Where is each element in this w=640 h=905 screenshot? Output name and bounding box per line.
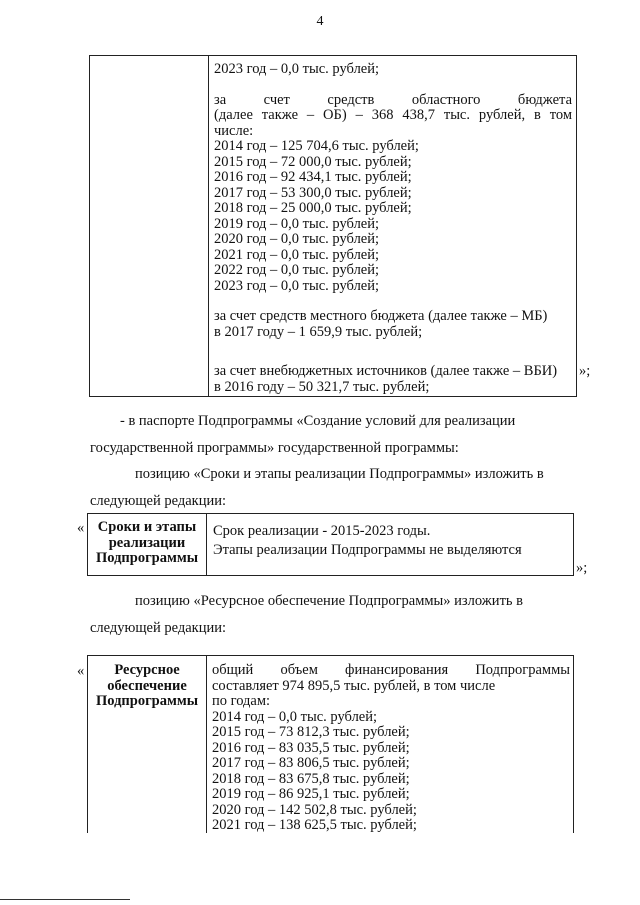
year-line: 2018 год – 83 675,8 тыс. рублей; <box>212 770 410 787</box>
vbi-cell <box>214 364 572 395</box>
timeline-content-cell <box>213 524 568 558</box>
content-line: Этапы реализации Подпрограммы не выделяются <box>213 541 522 558</box>
mb-line: за счет средств местного бюджета (далее также – МБ) <box>214 308 548 324</box>
label-line: Подпрограммы <box>95 550 199 566</box>
table-column-divider <box>206 656 207 833</box>
footnote-rule <box>0 899 130 900</box>
resource-content-cell <box>212 663 570 834</box>
paragraph-line: позицию «Ресурсное обеспечение Подпрограммы» изложить в <box>135 593 523 609</box>
ob-year-line: 2016 год – 92 434,1 тыс. рублей; <box>214 169 412 185</box>
ob-year-line: 2015 год – 72 000,0 тыс. рублей; <box>214 153 412 170</box>
ob-year-line: 2022 год – 0,0 тыс. рублей; <box>214 262 380 278</box>
funding-table-continuation <box>89 55 577 397</box>
ob-year-line: 2021 год – 0,0 тыс. рублей; <box>214 246 380 263</box>
funding-cell <box>214 62 572 340</box>
closing-quote: »; <box>576 560 588 576</box>
year-line: 2019 год – 86 925,1 тыс. рублей; <box>212 786 410 802</box>
content-line: общий объем финансирования Подпрограммы <box>212 662 570 678</box>
year-line: 2017 год – 83 806,5 тыс. рублей; <box>212 755 410 771</box>
ob-year-line: 2017 год – 53 300,0 тыс. рублей; <box>214 184 412 201</box>
ob-line: (далее также – ОБ) – 368 438,7 тыс. рублей, в том <box>214 107 572 123</box>
closing-quote: »; <box>579 363 591 379</box>
paragraph-line: следующей редакции: <box>90 620 227 636</box>
mb-line: в 2017 году – 1 659,9 тыс. рублей; <box>214 323 423 340</box>
label-line: обеспечение <box>107 677 187 694</box>
year-line: 2014 год – 0,0 тыс. рублей; <box>212 708 378 725</box>
label-line: реализации <box>108 534 186 551</box>
paragraph-line: - в паспорте Подпрограммы «Создание условий для реализации <box>120 413 516 429</box>
paragraph-line: позицию «Сроки и этапы реализации Подпрограммы» изложить в <box>135 466 544 482</box>
content-line: по годам: <box>212 693 271 709</box>
table-column-divider <box>206 514 207 575</box>
label-line: Ресурсное <box>114 662 180 678</box>
table-column-divider <box>208 56 209 396</box>
ob-year-line: 2014 год – 125 704,6 тыс. рублей; <box>214 138 419 154</box>
year-line: 2023 год – 0,0 тыс. рублей; <box>214 61 380 77</box>
year-line: 2021 год – 138 625,5 тыс. рублей; <box>212 817 417 833</box>
vbi-line: в 2016 году – 50 321,7 тыс. рублей; <box>214 378 430 395</box>
resource-table <box>87 655 574 833</box>
ob-line: за счет средств областного бюджета <box>214 91 572 108</box>
ob-year-line: 2020 год – 0,0 тыс. рублей; <box>214 231 380 247</box>
year-line: 2015 год – 73 812,3 тыс. рублей; <box>212 724 410 740</box>
ob-year-line: 2018 год – 25 000,0 тыс. рублей; <box>214 200 412 216</box>
label-line: Подпрограммы <box>95 693 199 709</box>
timeline-table <box>87 513 574 576</box>
content-line: Срок реализации - 2015-2023 годы. <box>213 523 431 539</box>
ob-year-line: 2019 год – 0,0 тыс. рублей; <box>214 215 380 232</box>
page-number: 4 <box>316 14 324 29</box>
label-line: Сроки и этапы <box>97 519 197 535</box>
vbi-line: за счет внебюджетных источников (далее также – ВБИ) <box>214 363 558 379</box>
timeline-label-cell <box>88 520 206 567</box>
paragraph-line: государственной программы» государственной программы: <box>90 440 459 456</box>
paragraph-line: следующей редакции: <box>90 493 227 509</box>
ob-year-line: числе: <box>214 122 254 139</box>
ob-year-line: 2023 год – 0,0 тыс. рублей; <box>214 277 380 294</box>
open-quote: « <box>77 520 85 536</box>
content-line: составляет 974 895,5 тыс. рублей, в том числе <box>212 677 496 694</box>
resource-label-cell <box>88 663 206 710</box>
year-line: 2016 год – 83 035,5 тыс. рублей; <box>212 739 410 756</box>
open-quote: « <box>77 663 85 679</box>
year-line: 2020 год – 142 502,8 тыс. рублей; <box>212 801 417 818</box>
